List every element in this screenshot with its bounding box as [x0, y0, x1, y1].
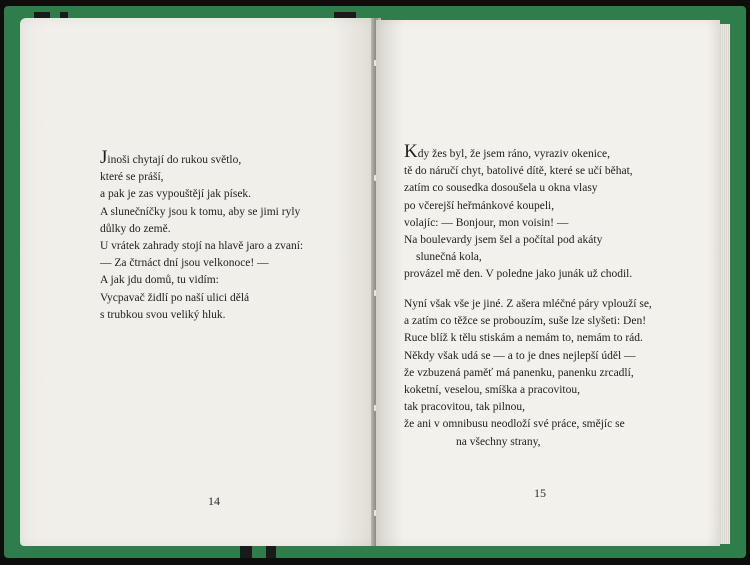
page-number-right: 15 [534, 486, 546, 500]
verse-line: slunečná kola, [416, 251, 482, 264]
verse-line: které se práší, [100, 171, 164, 184]
verse-line: koketní, veselou, smíška a pracovitou, [404, 384, 580, 397]
verse-line: že ani v omnibusu neodloží své práce, smějíc se [404, 418, 625, 431]
cover-stripe [266, 546, 276, 558]
left-page-verse [100, 148, 303, 324]
verse-line: Někdy však udá se — a to je dnes nejlepší úděl — [404, 349, 636, 362]
verse-line: zatím co sousedka dosoušela u okna vlasy [404, 182, 598, 195]
right-page-stanza-1 [404, 142, 633, 284]
verse-line: že vzbuzená paměť má panenku, panenku zrcadlí, [404, 366, 634, 379]
verse-line: tě do náručí chyt, batolivé dítě, které se učí běhat, [404, 165, 633, 178]
drop-cap: K [404, 141, 418, 162]
right-page-stanza-2 [404, 296, 652, 451]
verse-line: na všechny strany, [456, 435, 541, 448]
right-page [376, 20, 720, 546]
verse-line: důlky do země. [100, 222, 171, 235]
left-page [20, 18, 376, 546]
verse-line: volajíc: — Bonjour, mon voisin! — [404, 216, 569, 229]
verse-line: A jak jdu domů, tu vidím: [100, 274, 219, 287]
verse-line: po včerejší heřmánkové koupeli, [404, 199, 555, 212]
verse-line-rest: dy žes byl, že jsem ráno, vyraziv okenice, [417, 148, 610, 160]
verse-line: tak pracovitou, tak pilnou, [404, 401, 526, 414]
drop-cap: J [100, 147, 108, 168]
verse-line [404, 142, 633, 163]
verse-line-rest: inoši chytají do rukou světlo, [107, 154, 242, 166]
verse-line: a pak je zas vypouštějí jak písek. [100, 188, 252, 201]
verse-line: s trubkou svou veliký hluk. [100, 308, 226, 321]
verse-line: — Za čtrnáct dní jsou velkonoce! — [100, 257, 269, 270]
page-edges [720, 24, 730, 544]
verse-line: U vrátek zahrady stojí na hlavě jaro a zvaní: [100, 240, 304, 253]
cover-stripe [240, 546, 252, 558]
verse-line: a zatím co těžce se probouzím, suše lze slyšeti: Den! [404, 315, 647, 328]
page-number-left: 14 [208, 494, 220, 508]
verse-line: Na boulevardy jsem šel a počítal pod akáty [404, 234, 603, 247]
verse-line: A slunečníčky jsou k tomu, aby se jimi ryly [100, 205, 301, 218]
verse-line: provázel mě den. V poledne jako junák už chodil. [404, 268, 633, 281]
verse-line: Ruce blíž k tělu stiskám a nemám to, nemám to rád. [404, 332, 643, 345]
verse-line [100, 148, 303, 169]
verse-line: Nyní však vše je jiné. Z ašera mléčné páry vplouží se, [404, 298, 652, 310]
verse-line: Vycpavač židlí po naší ulici dělá [100, 291, 250, 304]
